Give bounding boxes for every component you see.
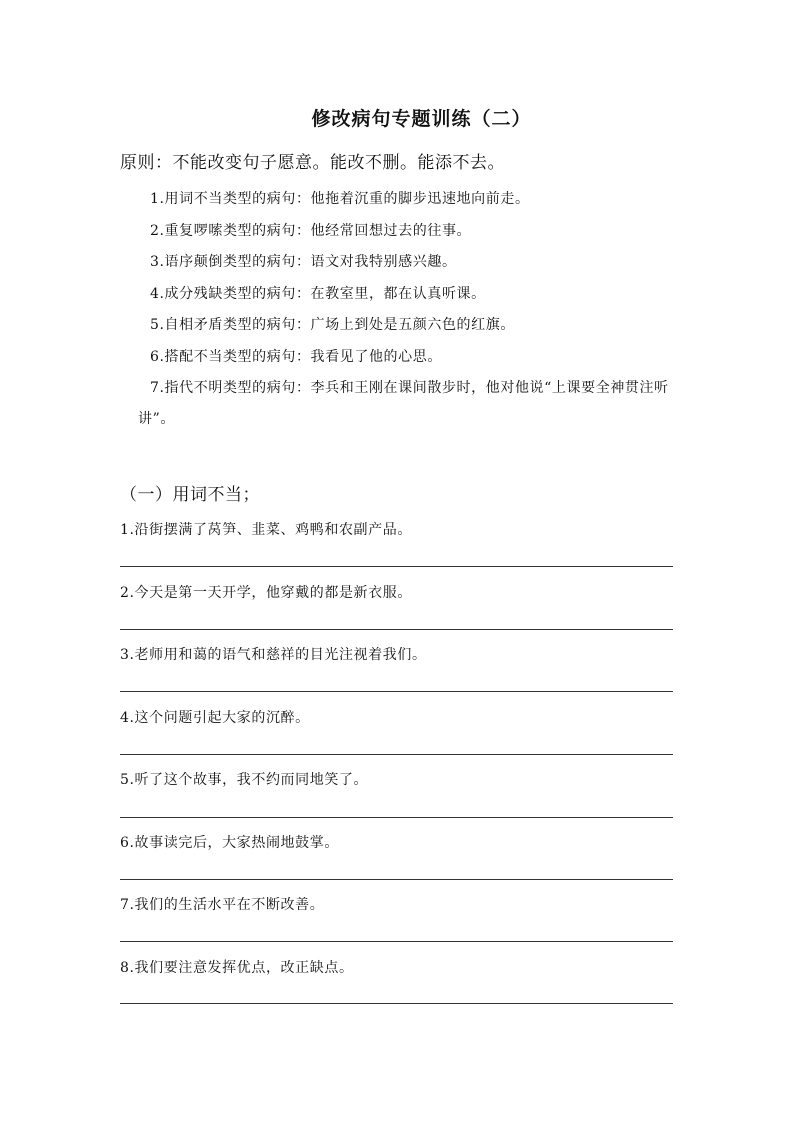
answer-line[interactable] bbox=[120, 629, 673, 630]
error-type-list bbox=[120, 184, 675, 435]
answer-line[interactable] bbox=[120, 566, 673, 567]
question: 3.老师用和蔼的语气和慈祥的目光注视着我们。 bbox=[120, 647, 427, 663]
error-type-item: 2.重复啰嗦类型的病句：他经常回想过去的往事。 bbox=[150, 222, 472, 239]
page-title: 修改病句专题训练（二） bbox=[311, 108, 532, 130]
answer-line[interactable] bbox=[120, 941, 673, 942]
error-type-item: 3.语序颠倒类型的病句：语文对我特别感兴趣。 bbox=[150, 254, 457, 270]
question: 7.我们的生活水平在不断改善。 bbox=[120, 897, 325, 913]
question: 5.听了这个故事，我不约而同地笑了。 bbox=[120, 772, 369, 788]
error-type-item: 5.自相矛盾类型的病句：广场上到处是五颜六色的红旗。 bbox=[150, 317, 515, 333]
error-type-item: 1.用词不当类型的病句：他拖着沉重的脚步迅速地向前走。 bbox=[150, 191, 530, 207]
question: 4.这个问题引起大家的沉醉。 bbox=[120, 710, 310, 726]
section-heading: （一）用词不当； bbox=[120, 485, 260, 505]
error-type-item: 6.搭配不当类型的病句：我看见了他的心思。 bbox=[150, 348, 442, 365]
answer-line[interactable] bbox=[120, 879, 673, 880]
question: 8.我们要注意发挥优点，改正缺点。 bbox=[120, 960, 354, 976]
error-type-item: 4.成分残缺类型的病句：在教室里，都在认真听课。 bbox=[150, 285, 486, 302]
principle-text: 原则：不能改变句子愿意。能改不删。能添不去。 bbox=[120, 153, 505, 173]
answer-line[interactable] bbox=[120, 1003, 673, 1004]
question: 6.故事读完后，大家热闹地鼓掌。 bbox=[120, 835, 339, 851]
answer-line[interactable] bbox=[120, 691, 673, 692]
question: 2.今天是第一天开学，他穿戴的都是新衣服。 bbox=[120, 585, 412, 601]
question: 1.沿街摆满了莴笋、韭菜、鸡鸭和农副产品。 bbox=[120, 522, 412, 538]
answer-line[interactable] bbox=[120, 817, 673, 818]
error-type-item: 7.指代不明类型的病句：李兵和王刚在课间散步时，他对他说“上课要全神贯注听讲”。 bbox=[138, 380, 669, 427]
answer-line[interactable] bbox=[120, 754, 673, 755]
